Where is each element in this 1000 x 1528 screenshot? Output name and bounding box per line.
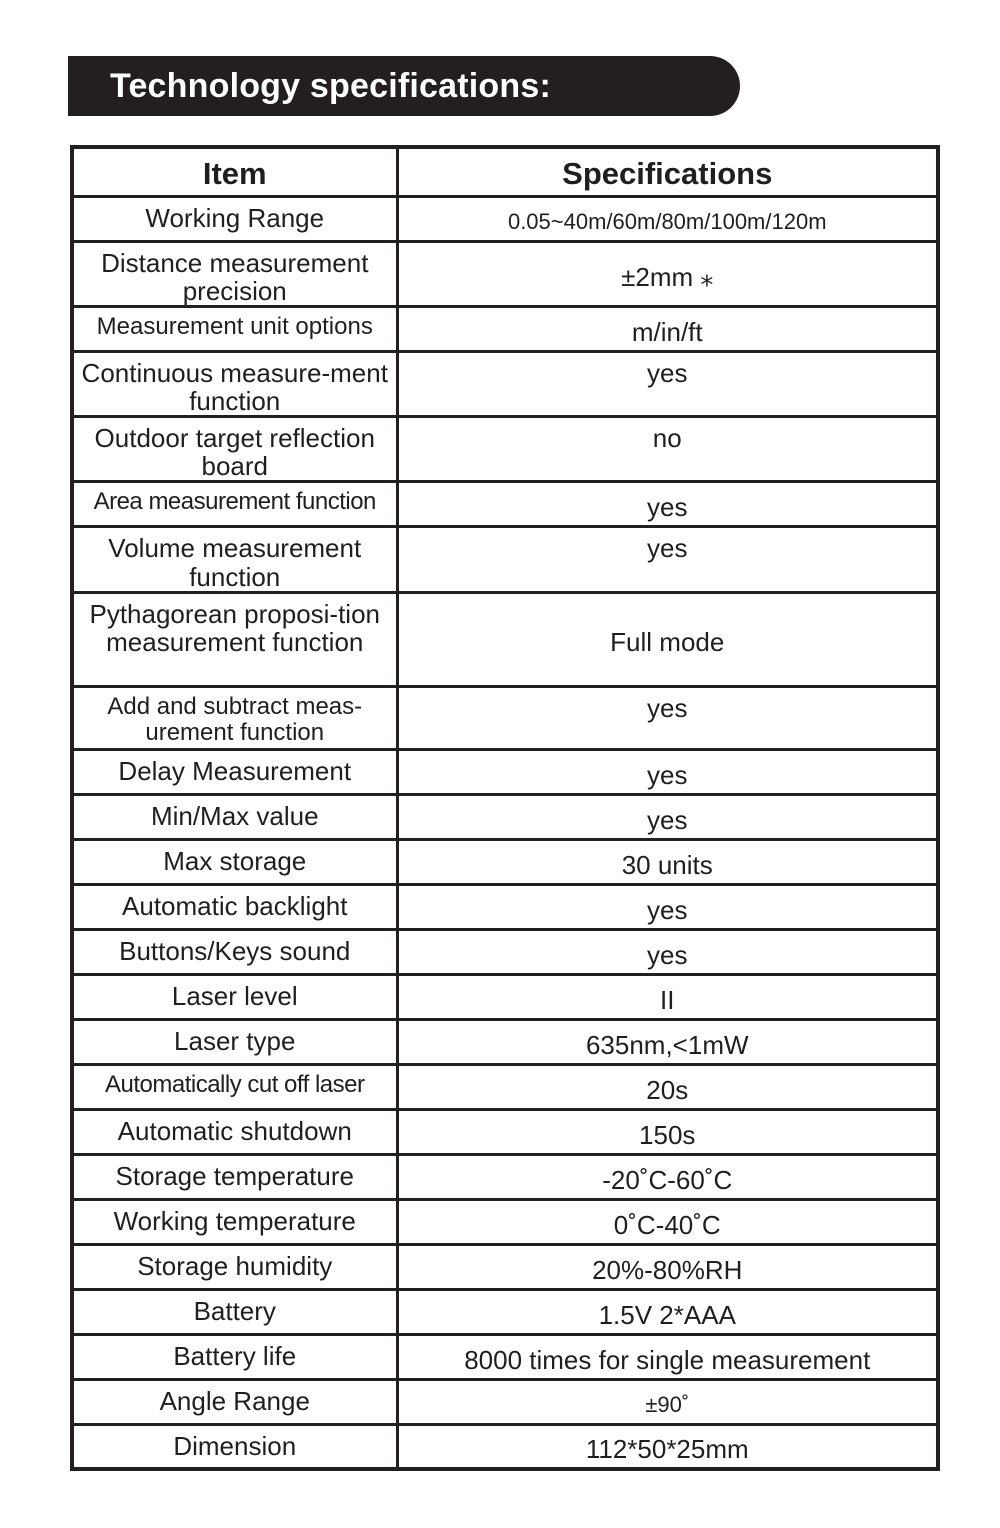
item-cell: Min/Max value bbox=[72, 794, 397, 839]
item-cell: Outdoor target reflection board bbox=[72, 417, 397, 482]
item-cell: Battery bbox=[72, 1289, 397, 1334]
table-row bbox=[72, 884, 938, 929]
title-banner bbox=[68, 56, 740, 116]
spec-cell: 112*50*25mm bbox=[397, 1424, 938, 1469]
page-title: Technology specifications: bbox=[110, 66, 551, 105]
item-cell: Storage temperature bbox=[72, 1154, 397, 1199]
item-cell: Laser type bbox=[72, 1019, 397, 1064]
spec-cell: yes bbox=[397, 749, 938, 794]
spec-cell: ±2mm ⁎ bbox=[397, 242, 938, 307]
spec-cell: yes bbox=[397, 482, 938, 527]
item-cell: Add and subtract meas-urement function bbox=[72, 686, 397, 749]
spec-cell: 20%-80%RH bbox=[397, 1244, 938, 1289]
spec-cell: II bbox=[397, 974, 938, 1019]
spec-cell: 1.5V 2*AAA bbox=[397, 1289, 938, 1334]
table-row bbox=[72, 417, 938, 482]
spec-cell: yes bbox=[397, 929, 938, 974]
item-cell: Max storage bbox=[72, 839, 397, 884]
table-row bbox=[72, 1244, 938, 1289]
item-cell: Angle Range bbox=[72, 1379, 397, 1424]
item-cell: Area measurement function bbox=[72, 482, 397, 527]
spec-cell: 0˚C-40˚C bbox=[397, 1199, 938, 1244]
item-cell: Working temperature bbox=[72, 1199, 397, 1244]
table-row bbox=[72, 482, 938, 527]
table-row bbox=[72, 1199, 938, 1244]
table-row bbox=[72, 686, 938, 749]
table-row bbox=[72, 527, 938, 592]
item-cell: Storage humidity bbox=[72, 1244, 397, 1289]
item-cell: Automatically cut off laser bbox=[72, 1064, 397, 1109]
item-cell: Distance measurement precision bbox=[72, 242, 397, 307]
table-row bbox=[72, 242, 938, 307]
table-row bbox=[72, 1424, 938, 1469]
table-row bbox=[72, 749, 938, 794]
table-row bbox=[72, 1019, 938, 1064]
spec-cell: 20s bbox=[397, 1064, 938, 1109]
table-row bbox=[72, 1289, 938, 1334]
table-row bbox=[72, 839, 938, 884]
column-header-item: Item bbox=[72, 147, 397, 197]
table-row bbox=[72, 974, 938, 1019]
spec-cell: yes bbox=[397, 686, 938, 749]
item-cell: Working Range bbox=[72, 197, 397, 242]
item-cell: Buttons/Keys sound bbox=[72, 929, 397, 974]
spec-cell: yes bbox=[397, 352, 938, 417]
spec-cell: m/in/ft bbox=[397, 307, 938, 352]
table-row bbox=[72, 1109, 938, 1154]
spec-cell: 635nm,<1mW bbox=[397, 1019, 938, 1064]
table-header-row bbox=[72, 147, 938, 197]
spec-cell: 30 units bbox=[397, 839, 938, 884]
table-row bbox=[72, 307, 938, 352]
specifications-table bbox=[70, 145, 940, 1471]
item-cell: Continuous measure-ment function bbox=[72, 352, 397, 417]
table-row bbox=[72, 929, 938, 974]
table-row bbox=[72, 1334, 938, 1379]
item-cell: Battery life bbox=[72, 1334, 397, 1379]
spec-cell: ±90˚ bbox=[397, 1379, 938, 1424]
item-cell: Volume measurement function bbox=[72, 527, 397, 592]
spec-cell: yes bbox=[397, 884, 938, 929]
table-row bbox=[72, 197, 938, 242]
table-row bbox=[72, 1379, 938, 1424]
column-header-specifications: Specifications bbox=[397, 147, 938, 197]
spec-cell: Full mode bbox=[397, 592, 938, 686]
item-cell: Pythagorean proposi-tion measurement function bbox=[72, 592, 397, 686]
item-cell: Automatic shutdown bbox=[72, 1109, 397, 1154]
spec-cell: 0.05~40m/60m/80m/100m/120m bbox=[397, 197, 938, 242]
table-row bbox=[72, 1064, 938, 1109]
table-row bbox=[72, 794, 938, 839]
spec-cell: yes bbox=[397, 794, 938, 839]
table-row bbox=[72, 1154, 938, 1199]
spec-cell: no bbox=[397, 417, 938, 482]
table-row bbox=[72, 352, 938, 417]
item-cell: Dimension bbox=[72, 1424, 397, 1469]
spec-cell: yes bbox=[397, 527, 938, 592]
spec-cell: 150s bbox=[397, 1109, 938, 1154]
item-cell: Laser level bbox=[72, 974, 397, 1019]
spec-cell: 8000 times for single measurement bbox=[397, 1334, 938, 1379]
spec-cell: -20˚C-60˚C bbox=[397, 1154, 938, 1199]
item-cell: Measurement unit options bbox=[72, 307, 397, 352]
item-cell: Automatic backlight bbox=[72, 884, 397, 929]
table-row bbox=[72, 592, 938, 686]
item-cell: Delay Measurement bbox=[72, 749, 397, 794]
